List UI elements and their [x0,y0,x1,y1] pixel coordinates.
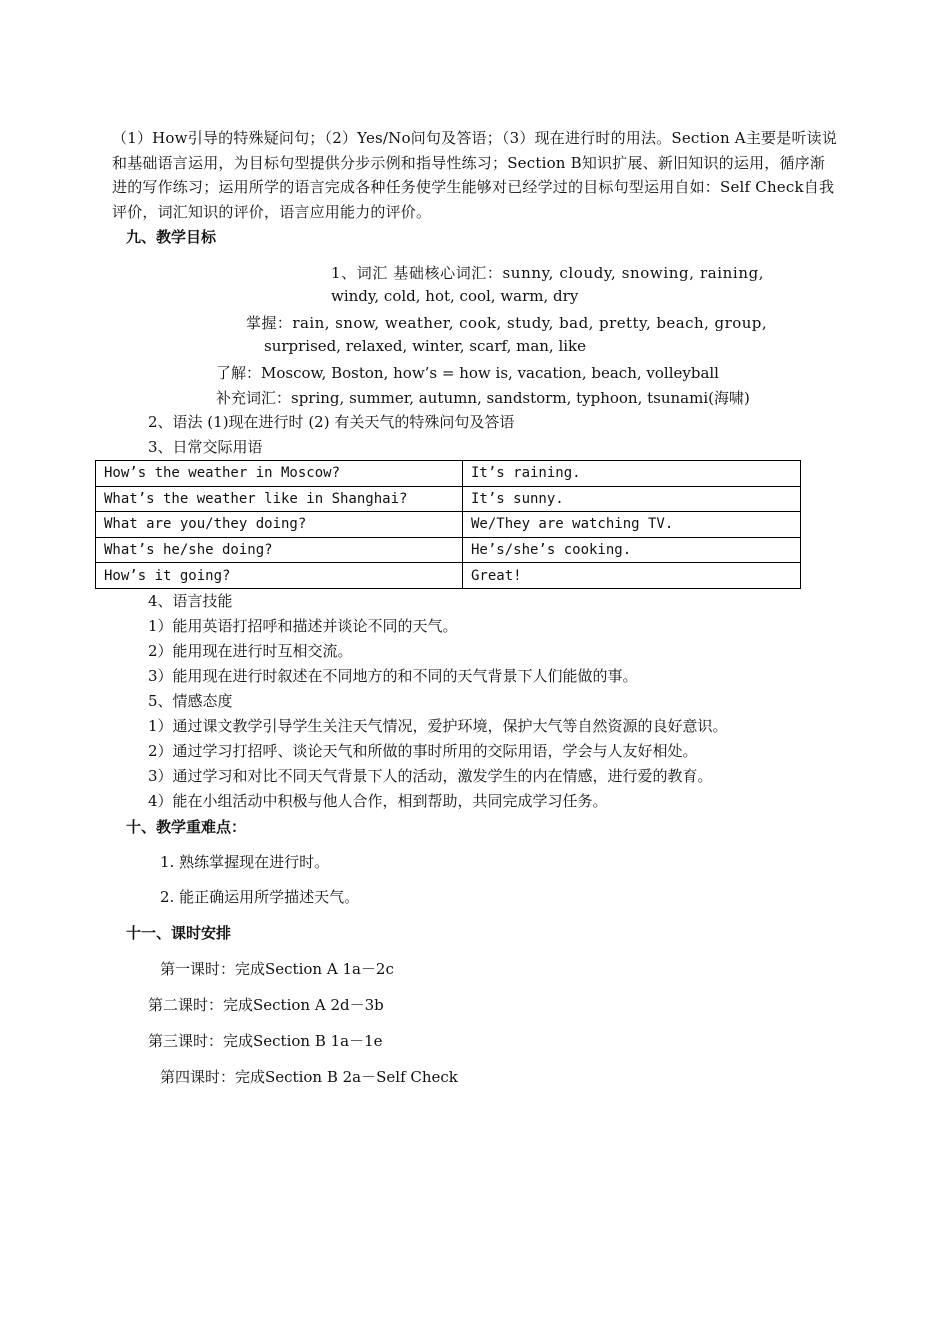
question-cell: How’s the weather in Moscow? [96,461,463,487]
skills-title: 4、语言技能 [148,592,233,610]
lesson-item: 第二课时：完成Section A 2d－3b [148,996,384,1014]
section-10-heading: 十、教学重难点： [126,818,247,836]
answer-cell: It’s raining. [463,461,801,487]
table-row [96,537,801,563]
key-point-item: 1. 熟练掌握现在进行时。 [160,853,330,871]
vocab-master-line-1: 掌握：rain, snow, weather, cook, study, bad, pretty, beach, group, [246,314,768,332]
answer-cell: We/They are watching TV. [463,512,801,538]
vocab-master-line-2: surprised, relaxed, winter, scarf, man, like [264,337,587,355]
answer-cell: It’s sunny. [463,486,801,512]
question-cell: What are you/they doing? [96,512,463,538]
grammar-line: 2、语法 (1)现在进行时 (2) 有关天气的特殊问句及答语 [148,413,515,431]
section-9-heading: 九、教学目标 [126,228,217,246]
vocab-core-line-1: 1、词汇 基础核心词汇：sunny, cloudy, snowing, raining, [331,264,765,282]
answer-cell: He’s/she’s cooking. [463,537,801,563]
key-point-item: 2. 能正确运用所学描述天气。 [160,888,360,906]
intro-paragraph: （1）How引导的特殊疑问句；（2）Yes/No问句及答语；（3）现在进行时的用法。Section A主要是听读说和基础语言运用，为目标句型提供分步示例和指导性练习；Section B知识扩展、新旧知识的运用，循序渐进的写作练习；运用所学的语言完成各种任务使学生能够对已经学过的目标句型运用自如：Self Check自我评价，词汇知识的评价，语言应用能力的评价。 [112,129,838,222]
question-cell: How’s it going? [96,563,463,589]
vocab-extra-line: 补充词汇：spring, summer, autumn, sandstorm, typhoon, tsunami(海啸) [216,389,750,407]
skill-item: 3）能用现在进行时叙述在不同地方的和不同的天气背景下人们能做的事。 [148,667,638,685]
table-row [96,563,801,589]
dialogue-table [95,460,801,589]
table-row [96,486,801,512]
answer-cell: Great! [463,563,801,589]
attitude-item: 1）通过课文教学引导学生关注天气情况，爱护环境，保护大气等自然资源的良好意识。 [148,717,728,735]
skill-item: 1）能用英语打招呼和描述并谈论不同的天气。 [148,617,458,635]
lesson-item: 第一课时：完成Section A 1a－2c [160,960,394,978]
question-cell: What’s the weather like in Shanghai? [96,486,463,512]
table-row [96,461,801,487]
attitude-item: 2）通过学习打招呼、谈论天气和所做的事时所用的交际用语，学会与人友好相处。 [148,742,698,760]
daily-expressions-title: 3、日常交际用语 [148,438,263,456]
question-cell: What’s he/she doing? [96,537,463,563]
table-row [96,512,801,538]
vocab-understand-line: 了解：Moscow, Boston, how’s = how is, vacation, beach, volleyball [216,364,719,382]
attitude-title: 5、情感态度 [148,692,233,710]
lesson-item: 第四课时：完成Section B 2a－Self Check [160,1068,458,1086]
attitude-item: 4）能在小组活动中积极与他人合作，相到帮助，共同完成学习任务。 [148,792,608,810]
section-11-heading: 十一、课时安排 [126,924,232,942]
skill-item: 2）能用现在进行时互相交流。 [148,642,353,660]
lesson-item: 第三课时：完成Section B 1a－1e [148,1032,383,1050]
vocab-core-line-2: windy, cold, hot, cool, warm, dry [331,287,579,305]
attitude-item: 3）通过学习和对比不同天气背景下人的活动，激发学生的内在情感，进行爱的教育。 [148,767,713,785]
